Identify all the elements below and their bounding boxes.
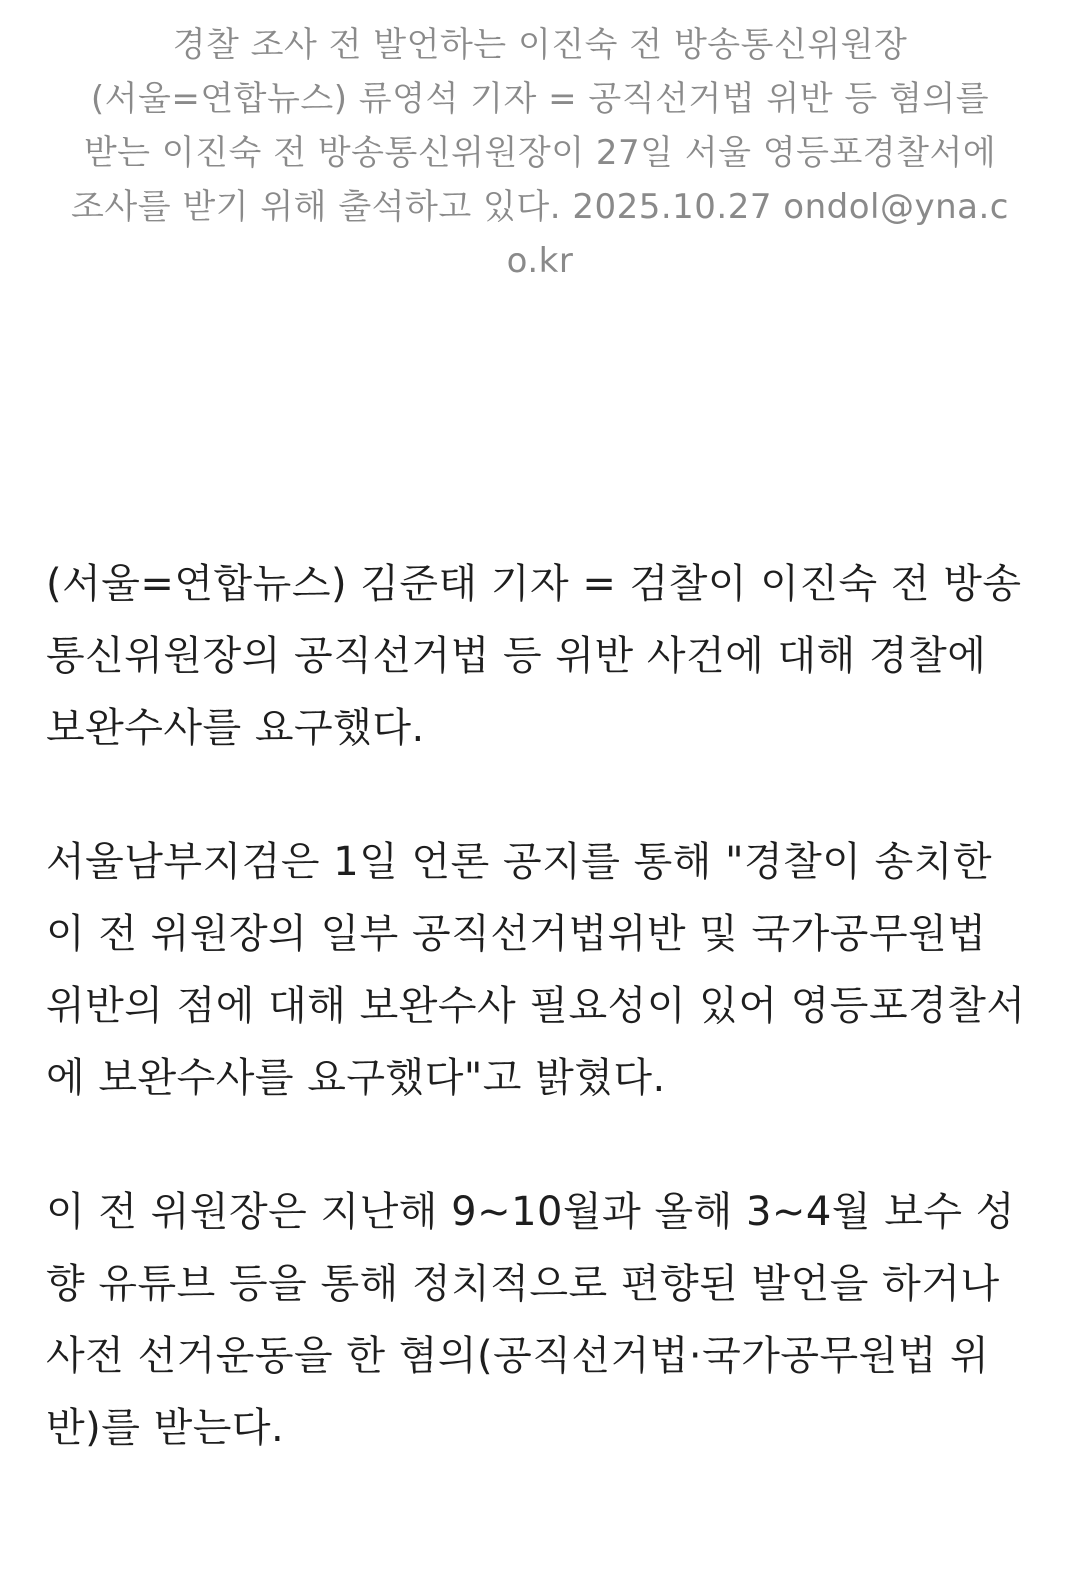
article-body <box>46 548 1036 1526</box>
photo-caption-title: 경찰 조사 전 발언하는 이진숙 전 방송통신위원장 <box>172 25 908 65</box>
article-paragraph: 이 전 위원장은 지난해 9~10월과 올해 3~4월 보수 성향 유튜브 등을 통해 정치적으로 편향된 발언을 하거나 사전 선거운동을 한 혐의(공직선거법·국가공무원법 위반)를 받는다. <box>46 1189 1015 1451</box>
photo-caption-text: (서울=연합뉴스) 류영석 기자 = 공직선거법 위반 등 혐의를 받는 이진숙 전 방송통신위원장이 27일 서울 영등포경찰서에 조사를 받기 위해 출석하고 있다. 2025.10.27 ondol@yna.co.kr <box>71 79 1009 281</box>
photo-caption <box>70 18 1010 288</box>
article-paragraph: 서울남부지검은 1일 언론 공지를 통해 "경찰이 송치한 이 전 위원장의 일부 공직선거법위반 및 국가공무원법 위반의 점에 대해 보완수사 필요성이 있어 영등포경찰서에 보완수사를 요구했다"고 밝혔다. <box>46 839 1026 1101</box>
article-paragraph: (서울=연합뉴스) 김준태 기자 = 검찰이 이진숙 전 방송통신위원장의 공직선거법 등 위반 사건에 대해 경찰에 보완수사를 요구했다. <box>46 561 1022 751</box>
